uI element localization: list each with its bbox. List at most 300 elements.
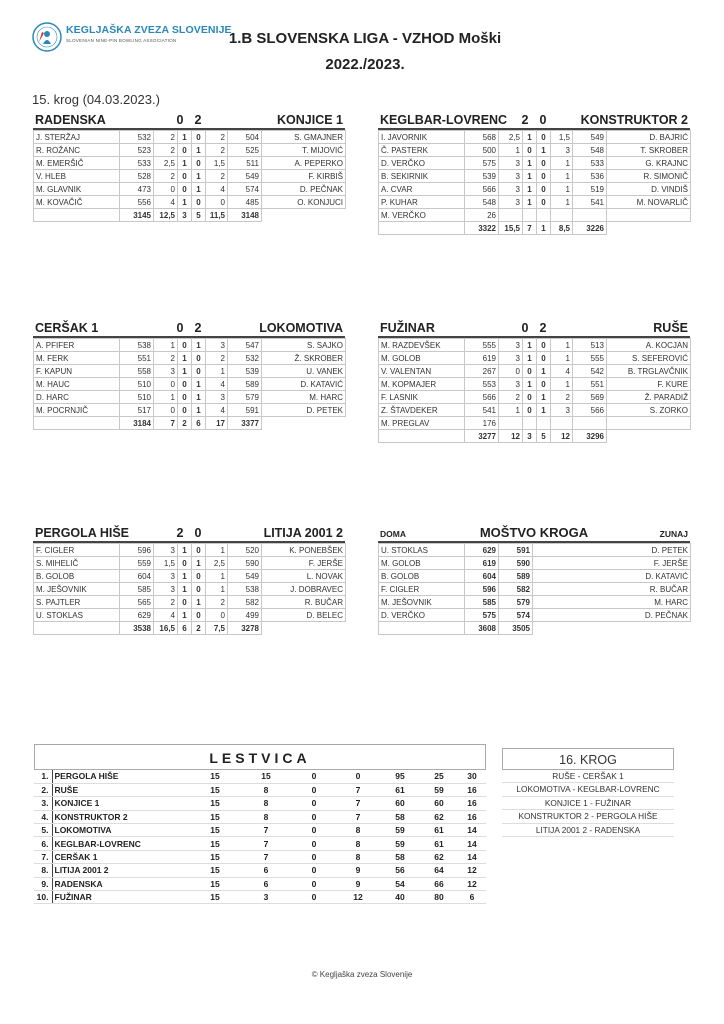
away-set: 0 xyxy=(537,157,551,170)
player-row xyxy=(34,609,346,622)
home-pins: 604 xyxy=(465,570,499,583)
away-set: 0 xyxy=(192,196,206,209)
standings xyxy=(34,744,486,904)
home-points: 3 xyxy=(499,196,523,209)
points-against: 61 xyxy=(420,824,458,837)
player-row xyxy=(34,144,346,157)
team: LITIJA 2001 2 xyxy=(52,864,190,877)
next-round-list xyxy=(502,770,674,837)
away-player: T. MIJOVIĆ xyxy=(262,144,346,157)
match-cersak-lokomotiva xyxy=(33,318,345,430)
match-header xyxy=(378,318,690,338)
player-row xyxy=(379,170,691,183)
points-against: 61 xyxy=(420,837,458,850)
home-pins: 596 xyxy=(120,544,154,557)
home-set: 0 xyxy=(523,391,537,404)
away-player: O. KONJUCI xyxy=(262,196,346,209)
player-row xyxy=(379,417,691,430)
away-pins: 519 xyxy=(573,183,607,196)
player-row xyxy=(34,404,346,417)
team: KONJICE 1 xyxy=(52,797,190,810)
away-player: S. SAJKO xyxy=(262,339,346,352)
away-set: 0 xyxy=(192,544,206,557)
standings-row xyxy=(34,783,486,796)
home-set: 0 xyxy=(178,391,192,404)
away-pins: 539 xyxy=(228,365,262,378)
away-set: 1 xyxy=(192,404,206,417)
home-set: 1 xyxy=(178,609,192,622)
away-total-sets: 6 xyxy=(192,417,206,430)
away-points: 4 xyxy=(206,404,228,417)
home-points: 2 xyxy=(154,131,178,144)
away-team: KONSTRUKTOR 2 xyxy=(580,113,688,127)
match-table xyxy=(33,543,346,635)
team-of-round-row xyxy=(379,557,691,570)
standings-row xyxy=(34,877,486,890)
player-row xyxy=(34,544,346,557)
points-against: 62 xyxy=(420,850,458,863)
team: FUŽINAR xyxy=(52,891,190,904)
total-spacer xyxy=(262,209,346,222)
away-player: Ž. PARADIŽ xyxy=(607,391,691,404)
home-pins: 585 xyxy=(120,583,154,596)
match-score: 2 0 xyxy=(176,526,202,540)
total-label xyxy=(379,430,465,443)
draws: 0 xyxy=(292,810,336,823)
rank: 6. xyxy=(34,837,52,850)
player-row xyxy=(379,378,691,391)
home-set: 0 xyxy=(178,183,192,196)
home-pins: 565 xyxy=(120,596,154,609)
home-player: F. KAPUN xyxy=(34,365,120,378)
away-points: 4 xyxy=(551,365,573,378)
home-set: 1 xyxy=(523,183,537,196)
standings-row xyxy=(34,770,486,783)
home-player: S. MIHELIČ xyxy=(34,557,120,570)
team: KONSTRUKTOR 2 xyxy=(52,810,190,823)
home-player: D. HARC xyxy=(34,391,120,404)
team: RADENSKA xyxy=(52,877,190,890)
away-total-pins: 3148 xyxy=(228,209,262,222)
team: PERGOLA HIŠE xyxy=(52,770,190,783)
home-points: 2 xyxy=(154,144,178,157)
total-spacer xyxy=(262,622,346,635)
total-row xyxy=(34,209,346,222)
team-of-round-table xyxy=(378,543,691,635)
home-team: KEGLBAR-LOVRENC xyxy=(380,113,508,127)
team-of-round xyxy=(378,523,690,635)
home-set: 1 xyxy=(178,365,192,378)
away-points: 0 xyxy=(206,609,228,622)
home-points: 2 xyxy=(499,391,523,404)
match-radenska-konjice xyxy=(33,110,345,222)
round-title: 15. krog (04.03.2023.) xyxy=(32,92,160,107)
total-spacer xyxy=(607,430,691,443)
home-player: M. GOLOB xyxy=(379,352,465,365)
away-team: LITIJA 2001 2 xyxy=(263,526,343,540)
league-points: 16 xyxy=(458,783,486,796)
draws: 0 xyxy=(292,864,336,877)
away-set: 0 xyxy=(537,378,551,391)
home-pins: 553 xyxy=(465,378,499,391)
away-points: 1 xyxy=(206,570,228,583)
away-points: 1 xyxy=(551,339,573,352)
points-against: 60 xyxy=(420,797,458,810)
rank: 3. xyxy=(34,797,52,810)
home-pins: 523 xyxy=(120,144,154,157)
league-points: 12 xyxy=(458,877,486,890)
home-total-points: 12 xyxy=(499,430,523,443)
away-pins: 541 xyxy=(573,196,607,209)
next-round-match: KONJICE 1 - FUŽINAR xyxy=(502,797,674,810)
home-set: 0 xyxy=(178,378,192,391)
standings-row xyxy=(34,850,486,863)
league-points: 6 xyxy=(458,891,486,904)
wins: 8 xyxy=(240,810,292,823)
played: 15 xyxy=(190,891,240,904)
home-pins: 500 xyxy=(465,144,499,157)
home-player: V. HLEB xyxy=(34,170,120,183)
home-points: 3 xyxy=(499,157,523,170)
away-set: 0 xyxy=(537,352,551,365)
match-header xyxy=(33,523,345,543)
wins: 6 xyxy=(240,864,292,877)
standings-row xyxy=(34,864,486,877)
losses: 7 xyxy=(336,783,380,796)
points-against: 80 xyxy=(420,891,458,904)
away-set: 1 xyxy=(192,170,206,183)
home-player: M. JEŠOVNIK xyxy=(34,583,120,596)
team-of-round-header xyxy=(378,523,690,543)
home-player: M. RAZDEVŠEK xyxy=(379,339,465,352)
away-player: A. KOCJAN xyxy=(607,339,691,352)
next-round-title: 16. KROG xyxy=(502,748,674,770)
home-pins: 559 xyxy=(120,557,154,570)
away-player: D. PEČNAK xyxy=(533,609,691,622)
home-points: 1 xyxy=(154,339,178,352)
standings-row xyxy=(34,837,486,850)
home-player: J. STERŽAJ xyxy=(34,131,120,144)
league-points: 30 xyxy=(458,770,486,783)
away-player: K. PONEBŠEK xyxy=(262,544,346,557)
away-pins: 591 xyxy=(499,544,533,557)
wins: 15 xyxy=(240,770,292,783)
league-points: 14 xyxy=(458,824,486,837)
home-player: F. CIGLER xyxy=(379,583,465,596)
total-row xyxy=(379,222,691,235)
played: 15 xyxy=(190,810,240,823)
home-points: 3 xyxy=(499,352,523,365)
player-row xyxy=(34,196,346,209)
rank: 8. xyxy=(34,864,52,877)
away-player: F. KIRBIŠ xyxy=(262,170,346,183)
points-for: 56 xyxy=(380,864,420,877)
points-for: 59 xyxy=(380,837,420,850)
season: 2022./2023. xyxy=(325,56,405,73)
away-pins: 569 xyxy=(573,391,607,404)
home-points: 0 xyxy=(499,365,523,378)
player-row xyxy=(34,352,346,365)
away-points: 3 xyxy=(206,339,228,352)
away-player: D. PETEK xyxy=(533,544,691,557)
wins: 8 xyxy=(240,797,292,810)
away-set: 0 xyxy=(537,339,551,352)
player-row xyxy=(379,352,691,365)
home-player: P. KUHAR xyxy=(379,196,465,209)
team: LOKOMOTIVA xyxy=(52,824,190,837)
home-points: 3 xyxy=(154,544,178,557)
played: 15 xyxy=(190,824,240,837)
rank: 4. xyxy=(34,810,52,823)
away-player: D. PEČNAK xyxy=(262,183,346,196)
away-set xyxy=(537,209,551,222)
away-points: 1 xyxy=(206,583,228,596)
standings-title: LESTVICA xyxy=(34,744,486,770)
away-pins: 551 xyxy=(573,378,607,391)
away-total-sets: 5 xyxy=(192,209,206,222)
home-points: 2 xyxy=(154,352,178,365)
home-total-points: 15,5 xyxy=(499,222,523,235)
home-player: M. VERČKO xyxy=(379,209,465,222)
away-player: A. PEPERKO xyxy=(262,157,346,170)
page-title: 1.B SLOVENSKA LIGA - VZHOD Moški xyxy=(228,30,502,47)
home-pins: 568 xyxy=(465,131,499,144)
team: CERŠAK 1 xyxy=(52,850,190,863)
player-row xyxy=(379,391,691,404)
home-set xyxy=(523,209,537,222)
away-points: 1 xyxy=(551,378,573,391)
home-pins: 539 xyxy=(465,170,499,183)
points-for: 40 xyxy=(380,891,420,904)
away-points xyxy=(551,417,573,430)
player-row xyxy=(34,170,346,183)
home-pins: 510 xyxy=(120,391,154,404)
home-total-sets: 2 xyxy=(178,417,192,430)
home-set: 1 xyxy=(523,378,537,391)
away-team: RUŠE xyxy=(653,321,688,335)
points-against: 66 xyxy=(420,877,458,890)
player-row xyxy=(379,339,691,352)
home-set: 0 xyxy=(178,404,192,417)
draws: 0 xyxy=(292,824,336,837)
away-total-pins: 3296 xyxy=(573,430,607,443)
home-set: 1 xyxy=(523,339,537,352)
draws: 0 xyxy=(292,850,336,863)
away-pins: 579 xyxy=(228,391,262,404)
away-set: 0 xyxy=(192,352,206,365)
away-set: 0 xyxy=(192,570,206,583)
away-player: M. HARC xyxy=(262,391,346,404)
home-player: M. JEŠOVNIK xyxy=(379,596,465,609)
played: 15 xyxy=(190,864,240,877)
home-pins: 619 xyxy=(465,352,499,365)
player-row xyxy=(379,157,691,170)
home-points: 2,5 xyxy=(499,131,523,144)
away-player: D. VINDIŠ xyxy=(607,183,691,196)
home-pins: 473 xyxy=(120,183,154,196)
losses: 7 xyxy=(336,797,380,810)
away-points xyxy=(551,209,573,222)
team-of-round-row xyxy=(379,596,691,609)
match-fuzinar-ruse xyxy=(378,318,690,443)
draws: 0 xyxy=(292,797,336,810)
home-pins: 566 xyxy=(465,391,499,404)
home-total-sets: 6 xyxy=(178,622,192,635)
home-set: 1 xyxy=(523,131,537,144)
away-total-sets: 1 xyxy=(537,222,551,235)
home-player: Č. PASTERK xyxy=(379,144,465,157)
home-player: A. PFIFER xyxy=(34,339,120,352)
away-points: 2 xyxy=(206,170,228,183)
away-set: 0 xyxy=(537,196,551,209)
total-spacer xyxy=(262,417,346,430)
home-points: 0 xyxy=(154,404,178,417)
away-points: 1,5 xyxy=(551,131,573,144)
next-round-match: RUŠE - CERŠAK 1 xyxy=(502,770,674,783)
footer: © Kegljaška zveza Slovenije xyxy=(311,970,413,979)
home-player: S. PAJTLER xyxy=(34,596,120,609)
home-set: 0 xyxy=(523,404,537,417)
away-points: 1 xyxy=(551,170,573,183)
home-points: 3 xyxy=(154,570,178,583)
player-row xyxy=(379,404,691,417)
points-for: 95 xyxy=(380,770,420,783)
away-points: 1 xyxy=(206,365,228,378)
away-player xyxy=(607,417,691,430)
away-player: D. KATAVIĆ xyxy=(533,570,691,583)
away-points: 4 xyxy=(206,183,228,196)
away-total-pins: 3377 xyxy=(228,417,262,430)
match-pergola-litija xyxy=(33,523,345,635)
home-set: 1 xyxy=(523,352,537,365)
home-pins: 619 xyxy=(465,557,499,570)
home-player: M. HAUC xyxy=(34,378,120,391)
home-team: CERŠAK 1 xyxy=(35,321,99,335)
player-row xyxy=(379,183,691,196)
home-player: M. KOPMAJER xyxy=(379,378,465,391)
home-pins: 538 xyxy=(120,339,154,352)
points-for: 61 xyxy=(380,783,420,796)
player-row xyxy=(379,144,691,157)
home-pins: 604 xyxy=(120,570,154,583)
home-player: V. VALENTAN xyxy=(379,365,465,378)
away-pins: 536 xyxy=(573,170,607,183)
player-row xyxy=(34,339,346,352)
away-points: 1 xyxy=(551,183,573,196)
home-points: 3 xyxy=(154,583,178,596)
away-points: 1 xyxy=(551,157,573,170)
home-label: DOMA xyxy=(380,529,406,539)
total-label xyxy=(34,417,120,430)
wins: 6 xyxy=(240,877,292,890)
away-points: 0 xyxy=(206,196,228,209)
home-pins: 26 xyxy=(465,209,499,222)
home-player: U. STOKLAS xyxy=(34,609,120,622)
played: 15 xyxy=(190,797,240,810)
home-pins: 575 xyxy=(465,609,499,622)
draws: 0 xyxy=(292,837,336,850)
home-pins: 541 xyxy=(465,404,499,417)
home-player: B. SEKIRNIK xyxy=(379,170,465,183)
next-round-match: LITIJA 2001 2 - RADENSKA xyxy=(502,824,674,837)
away-set: 1 xyxy=(192,391,206,404)
home-points: 1 xyxy=(499,404,523,417)
player-row xyxy=(34,583,346,596)
away-player xyxy=(607,209,691,222)
team: KEGLBAR-LOVRENC xyxy=(52,837,190,850)
home-points: 3 xyxy=(499,170,523,183)
points-for: 59 xyxy=(380,824,420,837)
away-pins: 542 xyxy=(573,365,607,378)
away-pins: 555 xyxy=(573,352,607,365)
away-points: 4 xyxy=(206,378,228,391)
away-set: 1 xyxy=(192,557,206,570)
played: 15 xyxy=(190,877,240,890)
org-subtitle: SLOVENIAN NINE-PIN BOWLING ASSOCIATION xyxy=(66,38,177,43)
away-set: 1 xyxy=(192,378,206,391)
losses: 0 xyxy=(336,770,380,783)
away-pins: 485 xyxy=(228,196,262,209)
losses: 8 xyxy=(336,850,380,863)
losses: 8 xyxy=(336,824,380,837)
home-player: D. VERČKO xyxy=(379,157,465,170)
away-set: 1 xyxy=(537,404,551,417)
home-player: M. GLAVNIK xyxy=(34,183,120,196)
player-row xyxy=(34,570,346,583)
away-total-sets: 2 xyxy=(192,622,206,635)
away-pins: 549 xyxy=(228,570,262,583)
away-points: 3 xyxy=(551,144,573,157)
away-points: 2 xyxy=(206,352,228,365)
home-points: 2,5 xyxy=(154,157,178,170)
home-set: 0 xyxy=(178,144,192,157)
home-points: 3 xyxy=(154,365,178,378)
home-set: 0 xyxy=(178,170,192,183)
home-player: D. VERČKO xyxy=(379,609,465,622)
player-row xyxy=(34,183,346,196)
away-player: F. JERŠE xyxy=(262,557,346,570)
away-player: J. DOBRAVEC xyxy=(262,583,346,596)
home-total-sets: 3 xyxy=(178,209,192,222)
away-total-points: 8,5 xyxy=(551,222,573,235)
away-player: R. BUČAR xyxy=(533,583,691,596)
standings-row xyxy=(34,810,486,823)
match-score: 2 0 xyxy=(521,113,547,127)
away-player: G. KRAJNC xyxy=(607,157,691,170)
home-points: 1,5 xyxy=(154,557,178,570)
points-for: 60 xyxy=(380,797,420,810)
points-against: 25 xyxy=(420,770,458,783)
total-label xyxy=(34,209,120,222)
wins: 8 xyxy=(240,783,292,796)
wins: 7 xyxy=(240,850,292,863)
home-set: 0 xyxy=(178,596,192,609)
away-pins: 538 xyxy=(228,583,262,596)
draws: 0 xyxy=(292,877,336,890)
away-player: S. GMAJNER xyxy=(262,131,346,144)
home-player: M. EMERŠIČ xyxy=(34,157,120,170)
team-of-round-row xyxy=(379,583,691,596)
away-pins: 590 xyxy=(228,557,262,570)
home-set xyxy=(523,417,537,430)
home-pins: 558 xyxy=(120,365,154,378)
away-set: 0 xyxy=(537,170,551,183)
away-points: 1 xyxy=(551,352,573,365)
standings-row xyxy=(34,891,486,904)
total-label xyxy=(379,622,465,635)
standings-row xyxy=(34,797,486,810)
org-name: KEGLJAŠKA ZVEZA SLOVENIJE xyxy=(66,24,232,36)
